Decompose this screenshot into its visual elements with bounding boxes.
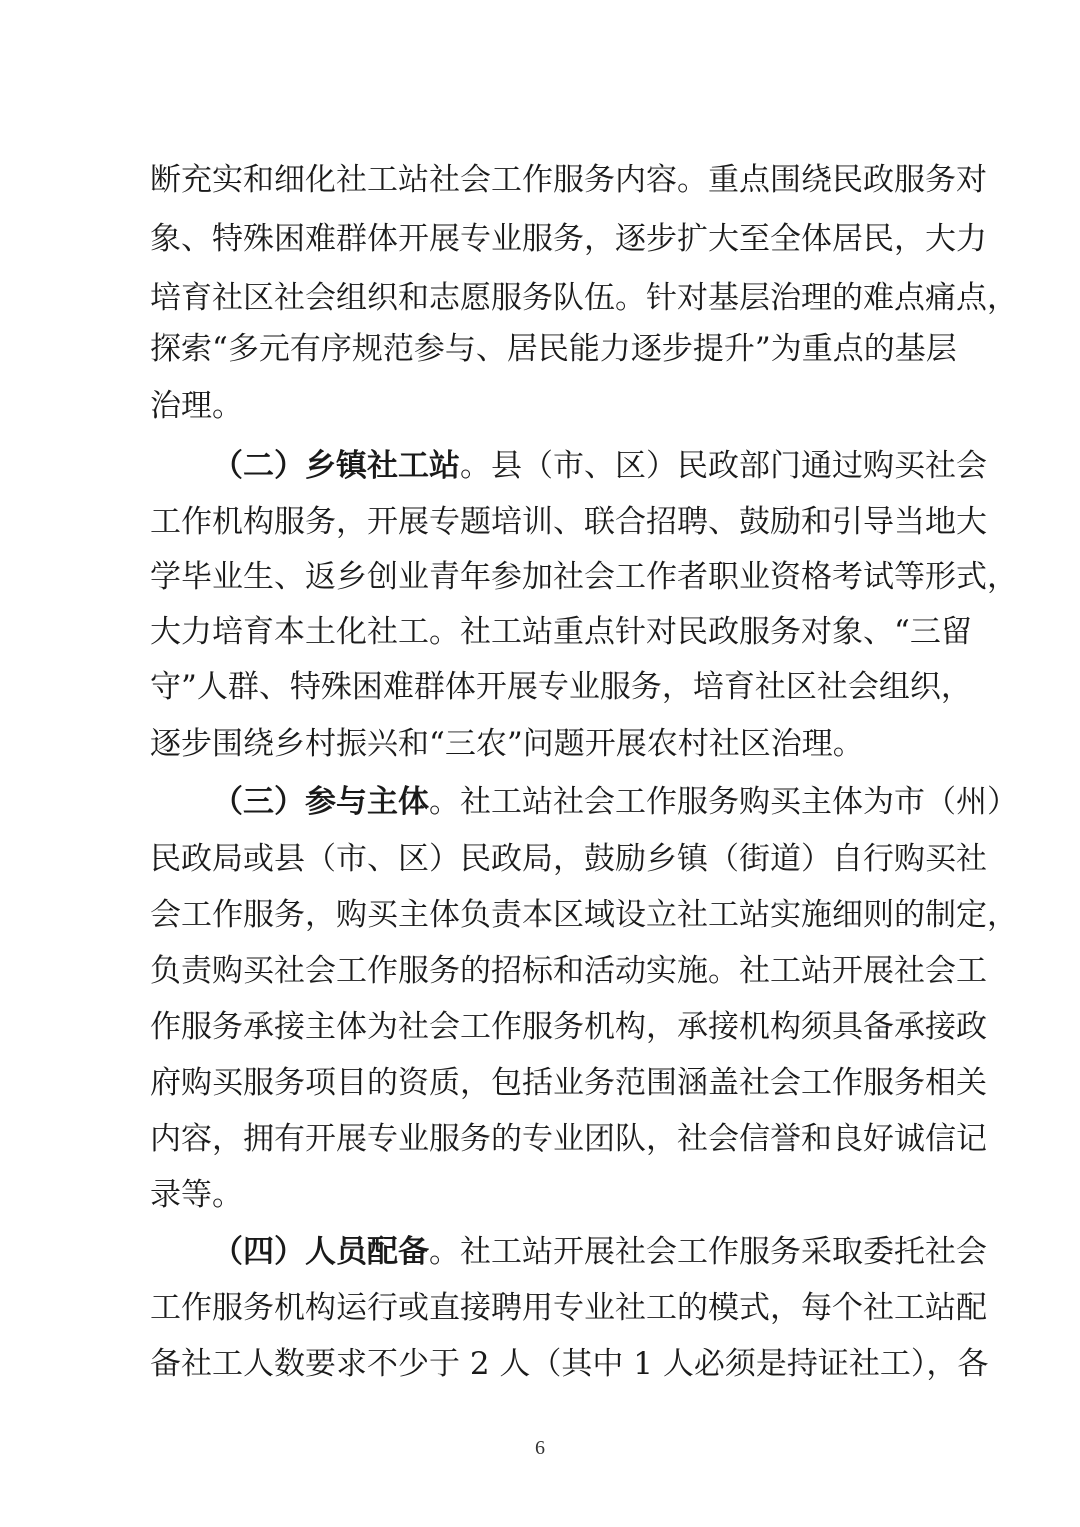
- section-first-line-text: 。社工站开展社会工作服务采取委托社会: [429, 1234, 987, 1270]
- body-text-line: 工作服务机构运行或直接聘用专业社工的模式，每个社工站配: [150, 1290, 987, 1326]
- body-text-line: 备社工人数要求不少于 2 人（其中 1 人必须是持证社工），各: [150, 1346, 989, 1382]
- section-heading-township-station: （二）乡镇社工站: [212, 448, 460, 484]
- body-text-line: 府购买服务项目的资质，包括业务范围涵盖社会工作服务相关: [150, 1065, 987, 1101]
- body-text-line: 会工作服务，购买主体负责本区域设立社工站实施细则的制定，: [150, 897, 1018, 933]
- body-text-line: 象、特殊困难群体开展专业服务，逐步扩大至全体居民，大力: [150, 221, 987, 257]
- section-first-line: [212, 776, 1018, 828]
- body-text-line: 守”人群、特殊困难群体开展专业服务，培育社区社会组织，: [150, 669, 972, 705]
- body-text-line: 探索“多元有序规范参与、居民能力逐步提升”为重点的基层: [150, 331, 957, 367]
- body-text-line: 内容，拥有开展专业服务的专业团队，社会信誉和良好诚信记: [150, 1121, 987, 1157]
- body-text-line: 大力培育本土化社工。社工站重点针对民政服务对象、“三留: [150, 614, 972, 650]
- section-first-line-text: 。县（市、区）民政部门通过购买社会: [460, 448, 987, 484]
- section-heading-participants: （三）参与主体: [212, 784, 429, 820]
- body-text-line: 断充实和细化社工站社会工作服务内容。重点围绕民政服务对: [150, 162, 987, 198]
- body-text-line: 治理。: [150, 388, 243, 424]
- section-first-line-text: 。社工站社会工作服务购买主体为市（州）: [429, 784, 1018, 820]
- body-text-line: 民政局或县（市、区）民政局，鼓励乡镇（街道）自行购买社: [150, 841, 987, 877]
- body-text-line: 负责购买社会工作服务的招标和活动实施。社工站开展社会工: [150, 953, 987, 989]
- section-first-line: [212, 440, 987, 492]
- body-text-line: 工作机构服务，开展专题培训、联合招聘、鼓励和引导当地大: [150, 504, 987, 540]
- body-text-line: 录等。: [150, 1177, 243, 1213]
- body-text-line: 学毕业生、返乡创业青年参加社会工作者职业资格考试等形式，: [150, 559, 1018, 595]
- body-text-line: 培育社区社会组织和志愿服务队伍。针对基层治理的难点痛点，: [150, 280, 1018, 316]
- body-text-line: 逐步围绕乡村振兴和“三农”问题开展农村社区治理。: [150, 726, 864, 762]
- body-text-line: 作服务承接主体为社会工作服务机构，承接机构须具备承接政: [150, 1009, 987, 1045]
- page-number: 6: [535, 1437, 545, 1459]
- section-heading-staffing: （四）人员配备: [212, 1234, 429, 1270]
- section-first-line: [212, 1226, 987, 1278]
